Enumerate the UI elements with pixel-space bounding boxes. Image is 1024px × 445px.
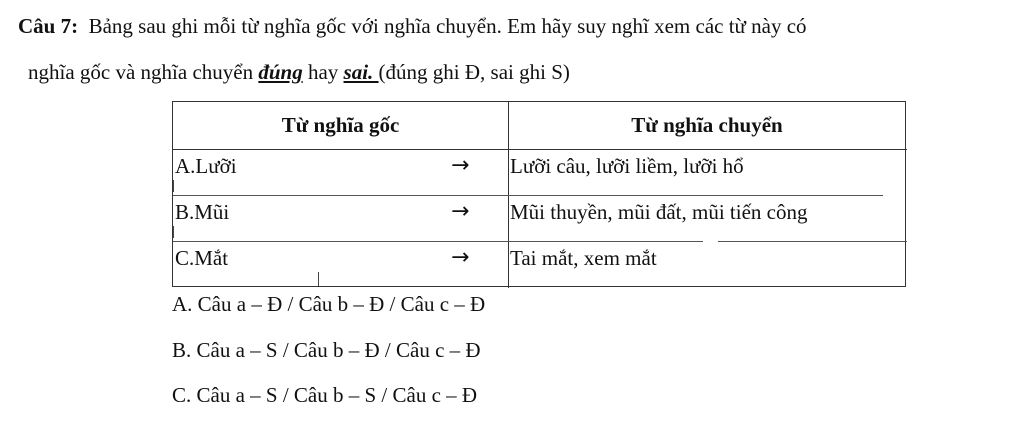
question-line-1 — [18, 14, 807, 39]
word-dung: đúng — [258, 60, 303, 84]
meaning-table — [172, 101, 906, 287]
row-a-arrow: → — [451, 153, 470, 178]
header-divider — [173, 149, 907, 150]
row-c-root: C.Mắt — [175, 246, 229, 270]
table-mark — [173, 180, 174, 192]
table-mark — [173, 226, 174, 238]
question-label: Câu 7: — [18, 14, 79, 38]
row-a-transfer: Lưỡi câu, lưỡi liềm, lưỡi hổ — [510, 154, 744, 178]
row-c-arrow: → — [451, 245, 470, 270]
answer-option-a[interactable]: A. Câu a – Đ / Câu b – Đ / Câu c – Đ — [172, 292, 486, 316]
table-mark — [318, 272, 319, 286]
row-b-root: B.Mũi — [175, 200, 230, 224]
answer-option-b[interactable]: B. Câu a – S / Câu b – Đ / Câu c – Đ — [172, 338, 481, 362]
answer-option-c[interactable]: C. Câu a – S / Câu b – S / Câu c – Đ — [172, 383, 478, 407]
row-divider-2 — [173, 241, 703, 242]
row-a-root: A.Lưỡi — [175, 154, 237, 178]
word-sai: sai. — [343, 60, 379, 84]
row-c-transfer: Tai mắt, xem mắt — [510, 246, 657, 270]
row-divider-1 — [173, 195, 883, 196]
header-transferred-meaning: Từ nghĩa chuyển — [631, 113, 783, 137]
question-text-1: Bảng sau ghi mỗi từ nghĩa gốc với nghĩa chuyển. Em hãy suy nghĩ xem các từ này có — [88, 14, 807, 38]
row-b-transfer: Mũi thuyền, mũi đất, mũi tiến công — [510, 200, 808, 224]
question-line-2 — [28, 60, 570, 85]
question-text-2a: nghĩa gốc và nghĩa chuyển — [28, 60, 259, 84]
question-text-2c: (đúng ghi Đ, sai ghi S) — [378, 60, 570, 84]
question-text-2b: hay — [302, 60, 344, 84]
row-b-arrow: → — [451, 199, 470, 224]
header-root-meaning: Từ nghĩa gốc — [281, 113, 400, 137]
row-divider-2b — [718, 241, 907, 242]
